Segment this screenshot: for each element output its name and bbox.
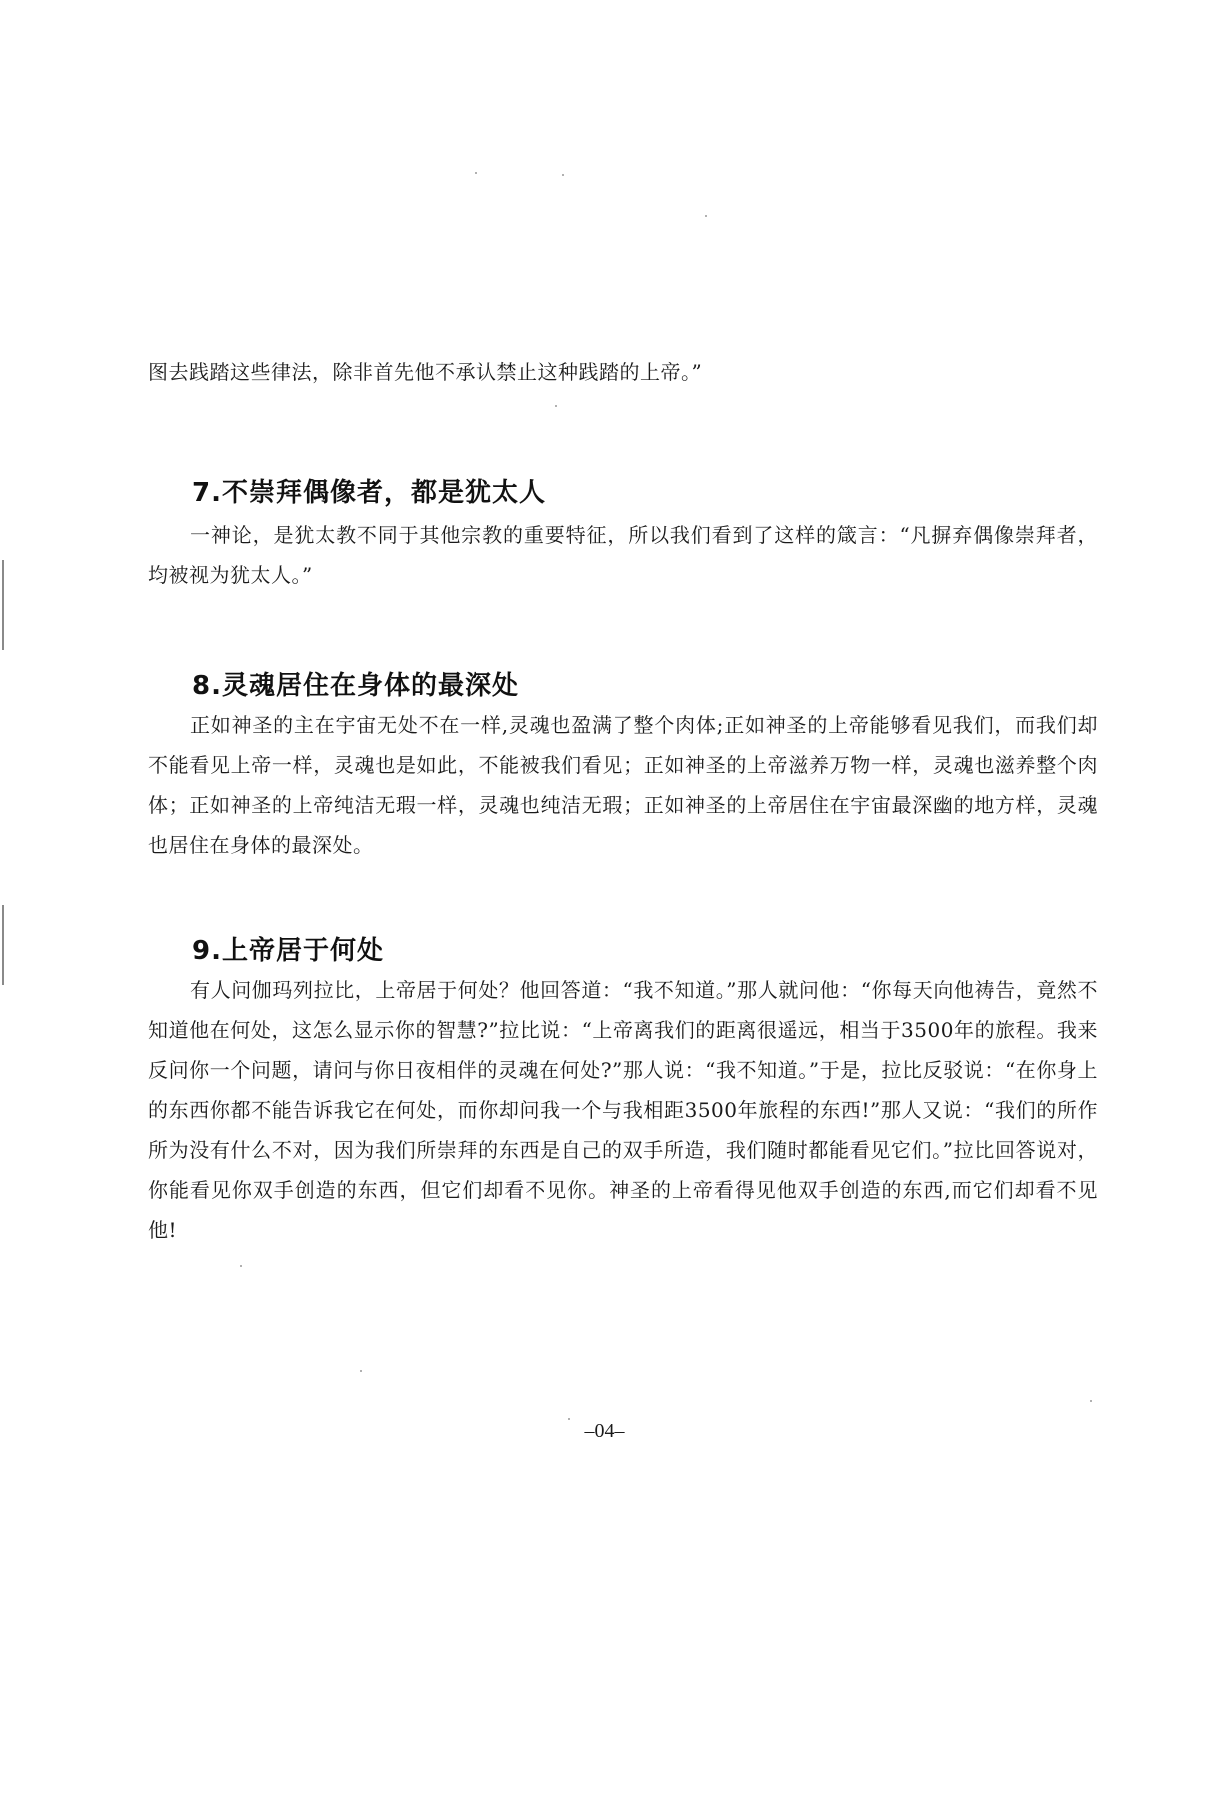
scan-speck (562, 174, 564, 176)
section-heading-8: 8.灵魂居住在身体的最深处 (192, 671, 519, 701)
scan-speck (555, 405, 557, 407)
scan-speck (475, 172, 477, 174)
section-heading-9: 9.上帝居于何处 (192, 936, 384, 966)
section-body-7: 一神论，是犹太教不同于其他宗教的重要特征，所以我们看到了这样的箴言：“凡摒弃偶像崇拜者，均被视为犹太人。” (148, 523, 1098, 587)
scan-speck (705, 215, 707, 217)
lead-in-paragraph: 图去践踏这些律法，除非首先他不承认禁止这种践踏的上帝。” (148, 360, 703, 384)
scan-edge-mark (2, 905, 4, 985)
section-heading-7: 7.不崇拜偶像者，都是犹太人 (192, 478, 546, 508)
scan-speck (1090, 1400, 1092, 1402)
page-number: –04– (584, 1420, 625, 1442)
scan-speck (360, 1370, 362, 1372)
section-body-9: 有人问伽玛列拉比，上帝居于何处？他回答道：“我不知道。”那人就问他：“你每天向他祷告，竟然不知道他在何处，这怎么显示你的智慧?”拉比说：“上帝离我们的距离很遥远，相当于3500年的旅程。我来反问你一个问题，请问与你日夜相伴的灵魂在何处?”那人说：“我不知道。”于是，拉比反驳说：“在你身上的东西你都不能告诉我它在何处，而你却问我一个与我相距3500年旅程的东西!”那人又说：“我们的所作所为没有什么不对，因为我们所崇拜的东西是自己的双手所造，我们随时都能看见它们。”拉比回答说对，你能看见你双手创造的东西，但它们却看不见你。神圣的上帝看得见他双手创造的东西,而它们却看不见他! (148, 978, 1098, 1242)
scan-edge-mark (2, 560, 4, 650)
scan-speck (240, 1265, 242, 1267)
section-body-8: 正如神圣的主在宇宙无处不在一样,灵魂也盈满了整个肉体;正如神圣的上帝能够看见我们，而我们却不能看见上帝一样，灵魂也是如此，不能被我们看见；正如神圣的上帝滋养万物一样，灵魂也滋养整个肉体；正如神圣的上帝纯洁无瑕一样，灵魂也纯洁无瑕；正如神圣的上帝居住在宇宙最深幽的地方样，灵魂也居住在身体的最深处。 (148, 713, 1098, 857)
